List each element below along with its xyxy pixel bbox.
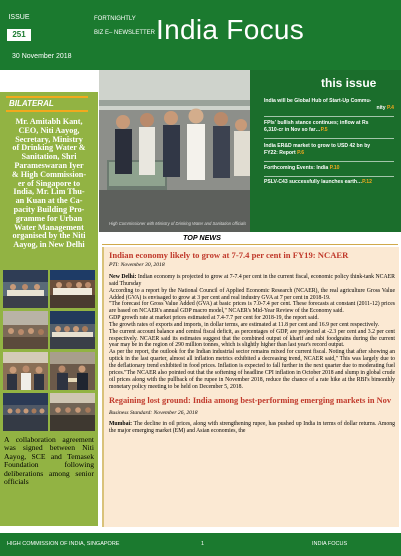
contents-item-text: India will be Global Hub of Start-Up Commu- <box>264 98 372 104</box>
bilateral-line: India, Mr. Lim Thu- <box>13 187 85 197</box>
top-news-label: TOP NEWS <box>183 233 221 242</box>
issue-date: 30 November 2018 <box>12 53 72 60</box>
article-paragraph: As per the report, the outlook for the Indian industrial sector remains mixed for current fiscal. Noting that after showing an uptick in the last quarter, almost all inflation metrics exhibited a decreasing trend, NCAER said," This was largely due to the deflationary trend exhibited in food prices. Inflation is expected to fall further in the next quarter due to moderating fuel prices."The NCAER also pointed out that the softening of headline CPI inflation in October 2018 and slump in global crude oil prices along with the pullback of the rupee in November 2018, reduce the chance of a rate hike at the RBI's bimonthly monetary policy meeting to be held on December 5, 2018. <box>109 349 395 390</box>
article-headline[interactable]: Indian economy likely to grow at 7-7.4 per cent in FY19: NCAER <box>109 250 349 260</box>
divider <box>264 161 394 162</box>
divider <box>264 138 394 139</box>
bilateral-line: & High Commission- <box>11 169 87 179</box>
contents-item-text: FY22: Report <box>264 150 296 156</box>
contents-item-text: India ER&D market to grow to USD 42 bn by <box>264 143 371 149</box>
article-paragraph: The growth rates of exports and imports, in dollar terms, are estimated at 11.8 per cent and 16.9 per cent respectively. <box>109 321 380 328</box>
contents-item-text: FPIs' bullish stance continues; inflow at Rs <box>264 120 369 126</box>
divider <box>264 116 394 117</box>
event-photo <box>3 270 48 308</box>
top-news-heading <box>102 233 398 245</box>
bilateral-line: an Kuan at the Ca- <box>15 196 83 206</box>
footer-page-number: 1 <box>201 541 205 547</box>
event-photo <box>3 311 48 349</box>
bilateral-line: Mr. Amitabh Kant, <box>15 117 83 126</box>
contents-item[interactable] <box>264 143 394 157</box>
issue-number: 251 <box>7 29 31 41</box>
bilateral-sidebar <box>0 92 98 526</box>
bilateral-caption: A collaboration agreement was signed between Niti Aayog, SCE and Temasek Foundation following deliberations among senior officials <box>4 435 94 487</box>
bilateral-line: pacity Building Pro- <box>13 204 85 214</box>
masthead-banner <box>0 0 401 70</box>
contents-item-page: P.12 <box>362 179 372 185</box>
newsletter-label: BIZ E– NEWSLETTER <box>94 30 156 36</box>
bilateral-text <box>5 118 93 250</box>
contents-item[interactable] <box>264 120 394 134</box>
footer-publication: INDIA FOCUS <box>312 541 348 547</box>
contents-item-text: nity <box>376 105 386 111</box>
bilateral-line: Water Management <box>14 222 84 232</box>
article-paragraph: According to a report by the National Council of Applied Economic Research (NCAER), the real agriculture Gross Value Added (GVA) is envisaged to grow at 3 per cent and real industry GVA at 7 per cent in 2018-19. <box>109 287 395 301</box>
article-source: PTI: November 30, 2018 <box>109 262 165 268</box>
page-footer <box>0 533 401 556</box>
bilateral-line: Secretary, Ministry <box>15 134 83 144</box>
feature-photo-caption: High Commissioner with Ministry of Drinking Water and Sanitation officials <box>109 221 247 226</box>
bilateral-heading <box>6 96 88 112</box>
masthead-title: India Focus <box>156 14 305 45</box>
issue-label: ISSUE <box>8 14 30 21</box>
contents-item-page: P.6 <box>297 150 305 156</box>
frequency-label: FORTNIGHTLY <box>94 16 136 22</box>
article-paragraph: GDP growth rate at market prices estimated at 7.4-7.7 per cent for 2018-19, the report said. <box>109 315 319 322</box>
article-paragraph <box>109 421 395 435</box>
event-photo <box>3 352 48 390</box>
event-photo <box>50 352 95 390</box>
divider <box>264 176 394 177</box>
contents-item-page: P.4 <box>387 105 394 111</box>
bilateral-line: gramme for Urban <box>15 213 83 223</box>
footer-organisation: HIGH COMMISSION OF INDIA, SINGAPORE <box>7 541 120 547</box>
contents-item-page: P.5 <box>320 127 328 133</box>
article-dateline: New Delhi: <box>109 274 137 280</box>
contents-item[interactable] <box>264 165 394 172</box>
bilateral-line: er of Singapore to <box>17 178 81 188</box>
this-issue-panel <box>250 70 401 232</box>
article-paragraph: "The forecast for Gross Value Added (GVA) at basic prices is 7.0-7.4 per cent. These forecasts at constant (2011-12) prices are based on NCAER's annual GDP macro model," NCAER's Mid-Year Review of the Economy said. <box>109 301 395 315</box>
bilateral-line: Parameswaran Iyer <box>14 160 84 170</box>
bilateral-label: BILATERAL <box>9 99 54 108</box>
bilateral-line: of Drinking Water & <box>12 143 86 153</box>
contents-item-text: Forthcoming Events: India <box>264 165 329 171</box>
event-photo-grid <box>3 270 95 432</box>
event-photo <box>50 393 95 431</box>
event-photo <box>3 393 48 431</box>
this-issue-title: this issue <box>321 76 377 90</box>
article-paragraph: The current account balance and central fiscal deficit, as percentages of GDP, are projected at -2.3 per cent and 3.2 per cent respectively. NCAER said its estimates suggest that the combined output of kharif and rabi foodgrains during the current year may be in the region of 290 million tonnes, which is slightly higher than last year's record output. <box>109 328 395 349</box>
bilateral-line: Sanitation, Shri <box>21 152 77 162</box>
contents-item-text: 6,310-cr in Nov so far… <box>264 127 321 133</box>
contents-item-text: PSLV-C43 successfully launches earth… <box>264 179 363 185</box>
article-headline[interactable]: Regaining lost ground: India among best-performing emerging markets in Nov <box>109 396 392 406</box>
bilateral-line: Aayog, in New Delhi <box>13 240 85 250</box>
article-paragraph-text: The decline in oil prices, along with strengthening rupee, has pushed up India in terms of dollar returns. Among the major emerging market (EM) and Asian economies, the <box>109 420 395 434</box>
article-source: Business Standard: November 26, 2018 <box>109 409 198 416</box>
event-photo <box>50 270 95 308</box>
feature-photo <box>99 70 250 232</box>
article-paragraph <box>109 274 395 288</box>
article-paragraph-text: Indian economy is projected to grow at 7-7.4 per cent in the current fiscal, economic policy think-tank NCAER said Thursday <box>109 274 396 287</box>
event-photo <box>50 311 95 349</box>
article-dateline: Mumbai: <box>109 420 132 427</box>
contents-item[interactable] <box>264 179 394 186</box>
bilateral-line: organised by the Niti <box>12 231 86 241</box>
contents-item-page: P.10 <box>329 165 340 171</box>
bilateral-line: CEO, Niti Aayog, <box>18 125 80 135</box>
top-news-article-box <box>102 247 399 527</box>
contents-item[interactable] <box>264 98 394 112</box>
